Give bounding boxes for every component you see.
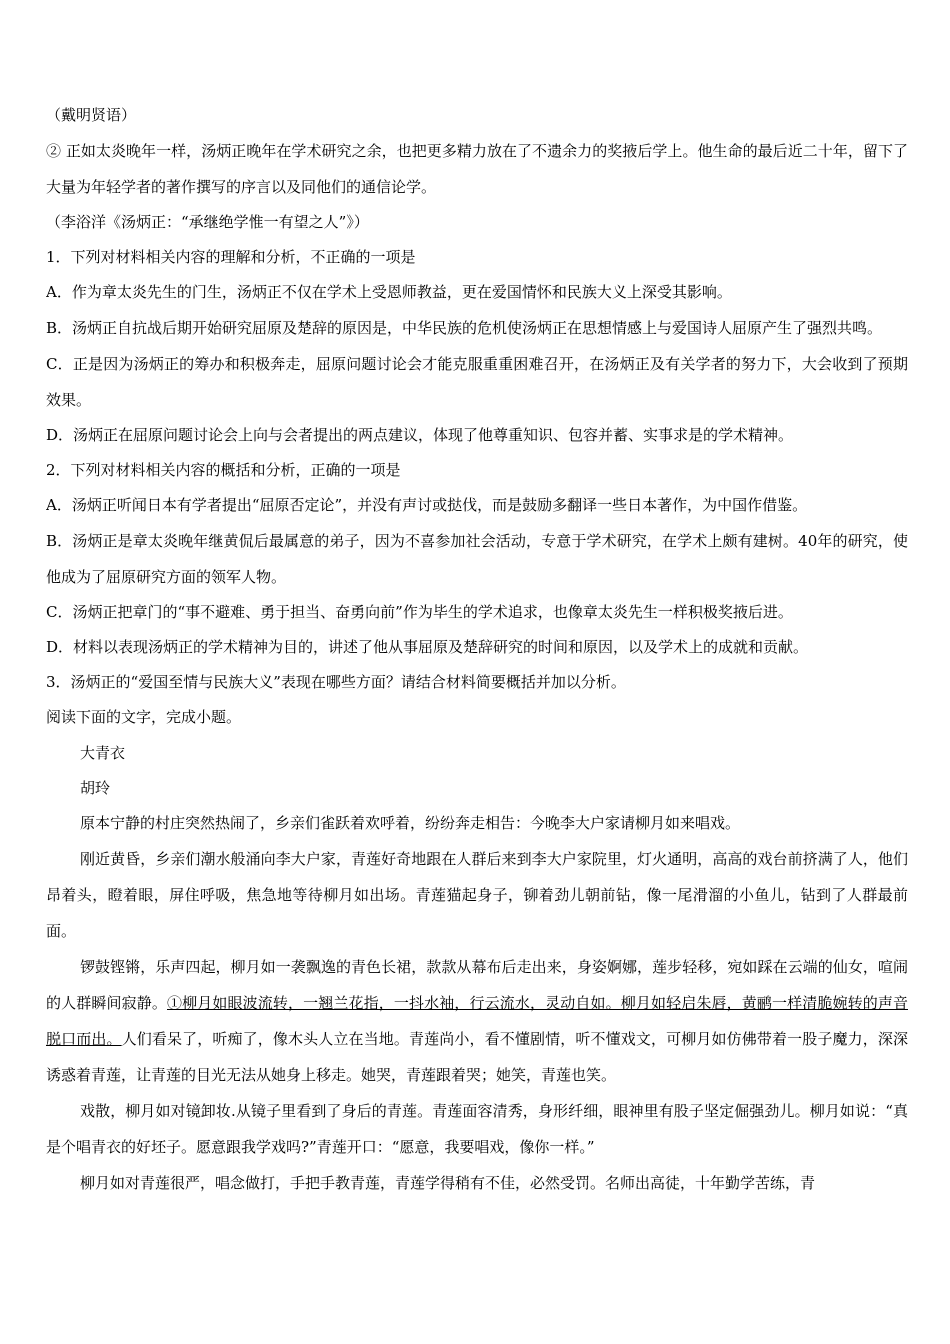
document-page xyxy=(46,98,908,1201)
source-citation: （李浴洋《汤炳正：“承继绝学惟一有望之人”》） xyxy=(46,213,369,231)
question-1: 1．下列对材料相关内容的理解和分析，不正确的一项是 xyxy=(46,248,416,266)
story-paragraph-3 xyxy=(46,949,908,1093)
question-3: 3．汤炳正的“爱国至情与民族大义”表现在哪些方面？请结合材料简要概括并加以分析。 xyxy=(46,673,626,691)
material-paragraph-2: ② 正如太炎晚年一样，汤炳正晚年在学术研究之余，也把更多精力放在了不遗余力的奖掖后学上。他生命的最后近二十年，留下了大量为年轻学者的著作撰写的序言以及同他们的通信论学。 xyxy=(46,142,908,196)
question-2-option-d: D．材料以表现汤炳正的学术精神为目的，讲述了他从事屈原及楚辞研究的时间和原因，以及学术上的成就和贡献。 xyxy=(46,638,809,656)
question-1-option-a: A．作为章太炎先生的门生，汤炳正不仅在学术上受恩师教益，更在爱国情怀和民族大义上深受其影响。 xyxy=(46,283,732,301)
story-paragraph-2: 刚近黄昏，乡亲们潮水般涌向李大户家，青莲好奇地跟在人群后来到李大户家院里，灯火通明，高高的戏台前挤满了人，他们昂着头，瞪着眼，屏住呼吸，焦急地等待柳月如出场。青莲猫起身子，铆着劲儿朝前钻，像一尾滑溜的小鱼儿，钻到了人群最前面。 xyxy=(46,850,908,940)
story-paragraph-1: 原本宁静的村庄突然热闹了，乡亲们雀跃着欢呼着，纷纷奔走相告：今晚李大户家请柳月如来唱戏。 xyxy=(80,814,741,832)
question-1-option-c: C．正是因为汤炳正的筹办和积极奔走，屈原问题讨论会才能克服重重困难召开，在汤炳正及有关学者的努力下，大会收到了预期效果。 xyxy=(46,355,908,409)
question-1-option-b: B．汤炳正自抗战后期开始研究屈原及楚辞的原因是，中华民族的危机使汤炳正在思想情感上与爱国诗人屈原产生了强烈共鸣。 xyxy=(46,319,883,337)
story-title: 大青衣 xyxy=(80,744,126,762)
story-paragraph-3-start: 锣鼓铿锵，乐声四起，柳月如一袭飘逸的青色长裙，款款从幕布后走出来，身姿婀娜，莲步轻移，宛如踩在云端的仙女，喧闹的人群瞬间寂静。 xyxy=(46,958,908,1012)
story-paragraph-3-end: 人们看呆了，听痴了，像木头人立在当地。青莲尚小，看不懂剧情，听不懂戏文，可柳月如仿佛带着一股子魔力，深深诱惑着青莲，让青莲的目光无法从她身上移走。她哭，青莲跟着哭；她笑，青莲也笑。 xyxy=(46,1030,908,1084)
story-paragraph-4: 戏散，柳月如对镜卸妆.从镜子里看到了身后的青莲。青莲面容清秀，身形纤细，眼神里有股子坚定倔强劲儿。柳月如说：“真是个唱青衣的好坯子。愿意跟我学戏吗?”青莲开口：“愿意，我要唱戏，像你一样。” xyxy=(46,1102,908,1156)
question-2-option-a: A．汤炳正听闻日本有学者提出“屈原否定论”，并没有声讨或挞伐，而是鼓励多翻译一些日本著作，为中国作借鉴。 xyxy=(46,496,808,514)
story-section xyxy=(46,735,908,1201)
question-2-option-b: B．汤炳正是章太炎晚年继黄侃后最属意的弟子，因为不喜参加社会活动，专意于学术研究，在学术上颇有建树。40年的研究，使他成为了屈原研究方面的领军人物。 xyxy=(46,532,908,586)
question-2: 2．下列对材料相关内容的概括和分析，正确的一项是 xyxy=(46,461,401,479)
source-attribution: （戴明贤语） xyxy=(46,106,137,124)
question-2-option-c: C．汤炳正把章门的“事不避难、勇于担当、奋勇向前”作为毕生的学术追求，也像章太炎先生一样积极奖掖后进。 xyxy=(46,603,793,621)
underlined-passage-1: ①柳月如眼波流转，一翘兰花指，一抖水袖，行云流水，灵动自如。柳月如轻启朱唇，黄鹂一样清脆婉转的声音脱口而出。 xyxy=(46,994,908,1048)
story-paragraph-5: 柳月如对青莲很严，唱念做打，手把手教青莲，青莲学得稍有不佳，必然受罚。名师出高徒，十年勤学苦练，青 xyxy=(80,1174,816,1192)
question-1-option-d: D．汤炳正在屈原问题讨论会上向与会者提出的两点建议，体现了他尊重知识、包容并蓄、实事求是的学术精神。 xyxy=(46,426,794,444)
reading-instruction: 阅读下面的文字，完成小题。 xyxy=(46,708,242,726)
story-author: 胡玲 xyxy=(80,779,111,797)
